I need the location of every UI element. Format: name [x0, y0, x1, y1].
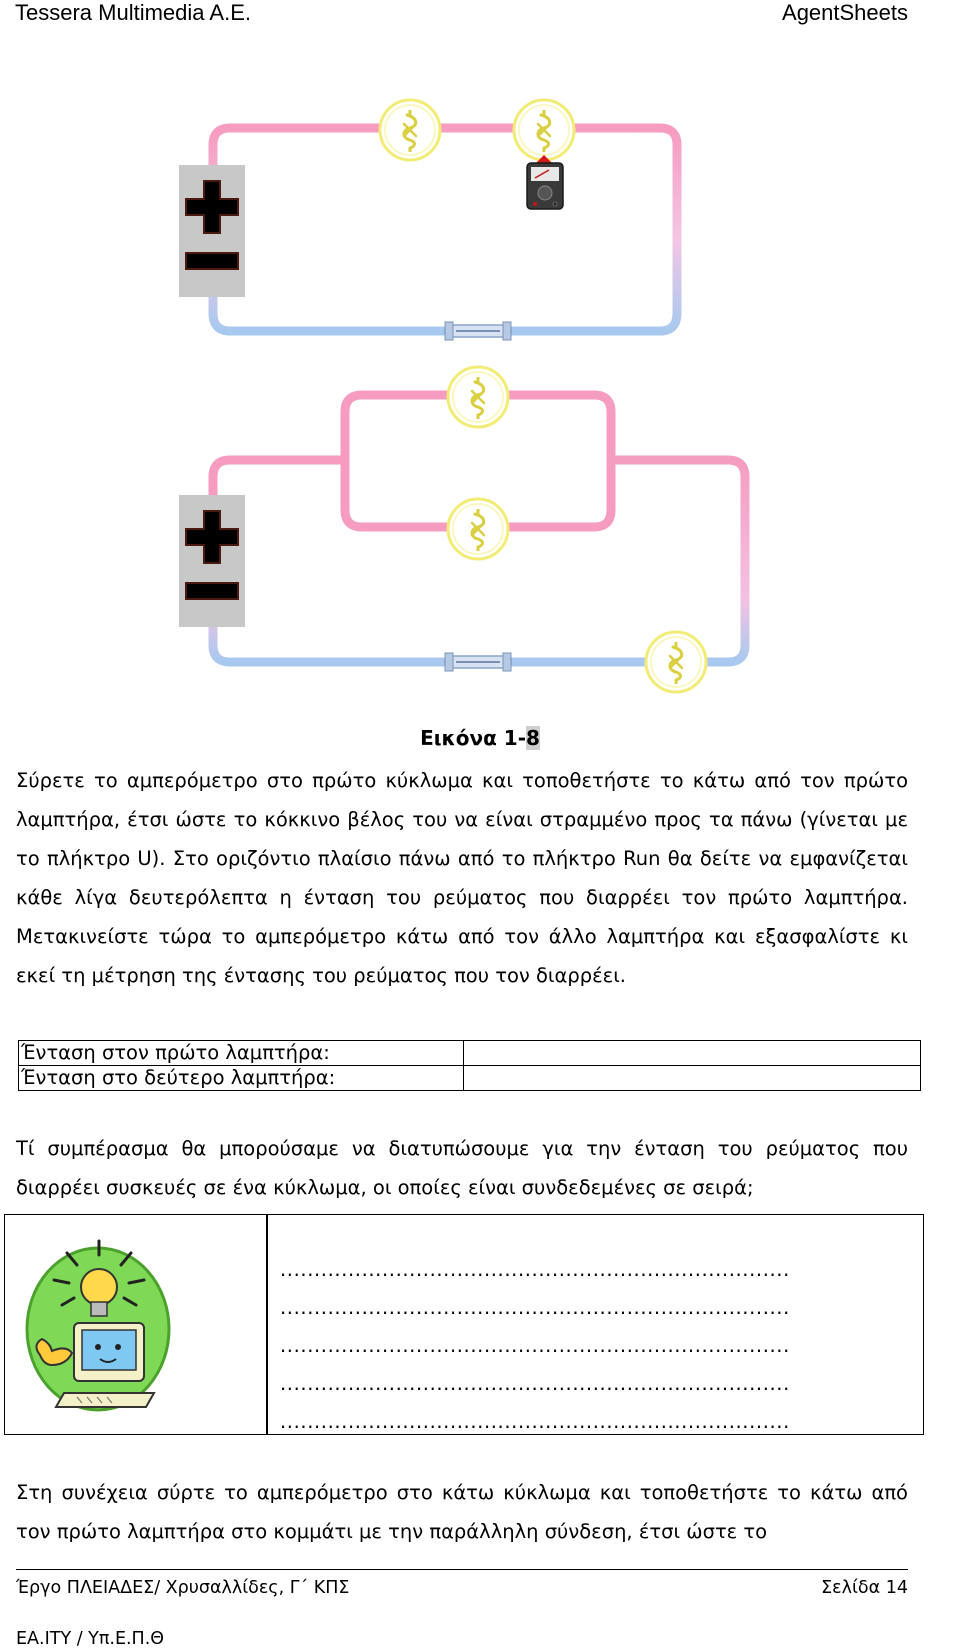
answer-divider — [266, 1214, 268, 1435]
header-left: Tessera Multimedia A.E. — [15, 0, 251, 25]
bulb-icon — [448, 499, 508, 559]
bulb-icon — [514, 100, 574, 160]
answer-line[interactable]: ........................................................................... — [280, 1258, 790, 1281]
lightbulb-computer-icon — [22, 1225, 174, 1415]
table-label: Ένταση στον πρώτο λαμπτήρα: — [19, 1041, 464, 1066]
answer-line[interactable]: ........................................................................... — [280, 1296, 790, 1319]
table-answer-cell[interactable] — [464, 1066, 921, 1091]
caption-highlight: 8 — [526, 726, 540, 750]
table-row — [19, 1041, 921, 1066]
header-right: AgentSheets — [782, 0, 908, 25]
caption-prefix: Εικόνα 1- — [420, 726, 527, 750]
table-row — [19, 1066, 921, 1091]
circuit-diagram — [0, 60, 960, 700]
footer-left: Έργο ΠΛΕΙΑΔΕΣ/ Χρυσαλλίδες, Γ΄ ΚΠΣ — [16, 1578, 350, 1598]
bulb-icon — [380, 100, 440, 160]
page-number: Σελίδα 14 — [821, 1578, 908, 1598]
switch-icon — [445, 322, 511, 340]
answer-line[interactable]: ........................................................................... — [280, 1334, 790, 1357]
instruction-paragraph-1: Σύρετε το αμπερόμετρο στο πρώτο κύκλωμα και τοποθετήστε το κάτω από τον πρώτο λαμπτήρα, έτσι ώστε το κόκκινο βέλος του να είναι στραμμένο προς τα πάνω (γίνεται με το πλήκτρο U). Στο οριζόντιο πλαίσιο πάνω από το πλήκτρο Run θα δείτε να εμφανίζεται κάθε λίγα δευτερόλεπτα η ένταση του ρεύματος που διαρρέει τον πρώτο λαμπτήρα. Μετακινείστε τώρα το αμπερόμετρο κάτω από τον άλλο λαμπτήρα και εξασφαλίστε κι εκεί τη μέτρηση της έντασης του ρεύματος που τον διαρρέει. — [16, 769, 908, 987]
table-label: Ένταση στο δεύτερο λαμπτήρα: — [19, 1066, 464, 1091]
instruction-paragraph-2: Στη συνέχεια σύρτε το αμπερόμετρο στο κάτω κύκλωμα και τοποθετήστε το κάτω από τον πρώτο λαμπτήρα στο κομμάτι με την παράλληλη σύνδεση, έτσι ώστε το — [16, 1481, 908, 1543]
bottom-note: ΕΑ.ΙΤΥ / Υπ.Ε.Π.Θ — [16, 1629, 165, 1649]
battery-bottom — [179, 495, 245, 627]
ammeter-icon — [527, 155, 563, 209]
footer-divider — [16, 1569, 908, 1570]
top-circuit — [179, 100, 677, 340]
answer-line[interactable]: ........................................................................... — [280, 1410, 790, 1433]
bulb-icon — [448, 367, 508, 427]
battery-top — [179, 165, 245, 297]
answer-line[interactable]: ........................................................................... — [280, 1372, 790, 1395]
table-answer-cell[interactable] — [464, 1041, 921, 1066]
bottom-circuit — [179, 367, 745, 692]
question-paragraph: Τί συμπέρασμα θα μπορούσαμε να διατυπώσουμε για την ένταση του ρεύματος που διαρρέει συσκευές σε ένα κύκλωμα, οι οποίες είναι συνδεδεμένες σε σειρά; — [16, 1137, 908, 1199]
switch-icon — [445, 653, 511, 671]
measurement-table — [18, 1040, 921, 1091]
figure-caption — [0, 726, 960, 750]
bulb-icon — [646, 632, 706, 692]
